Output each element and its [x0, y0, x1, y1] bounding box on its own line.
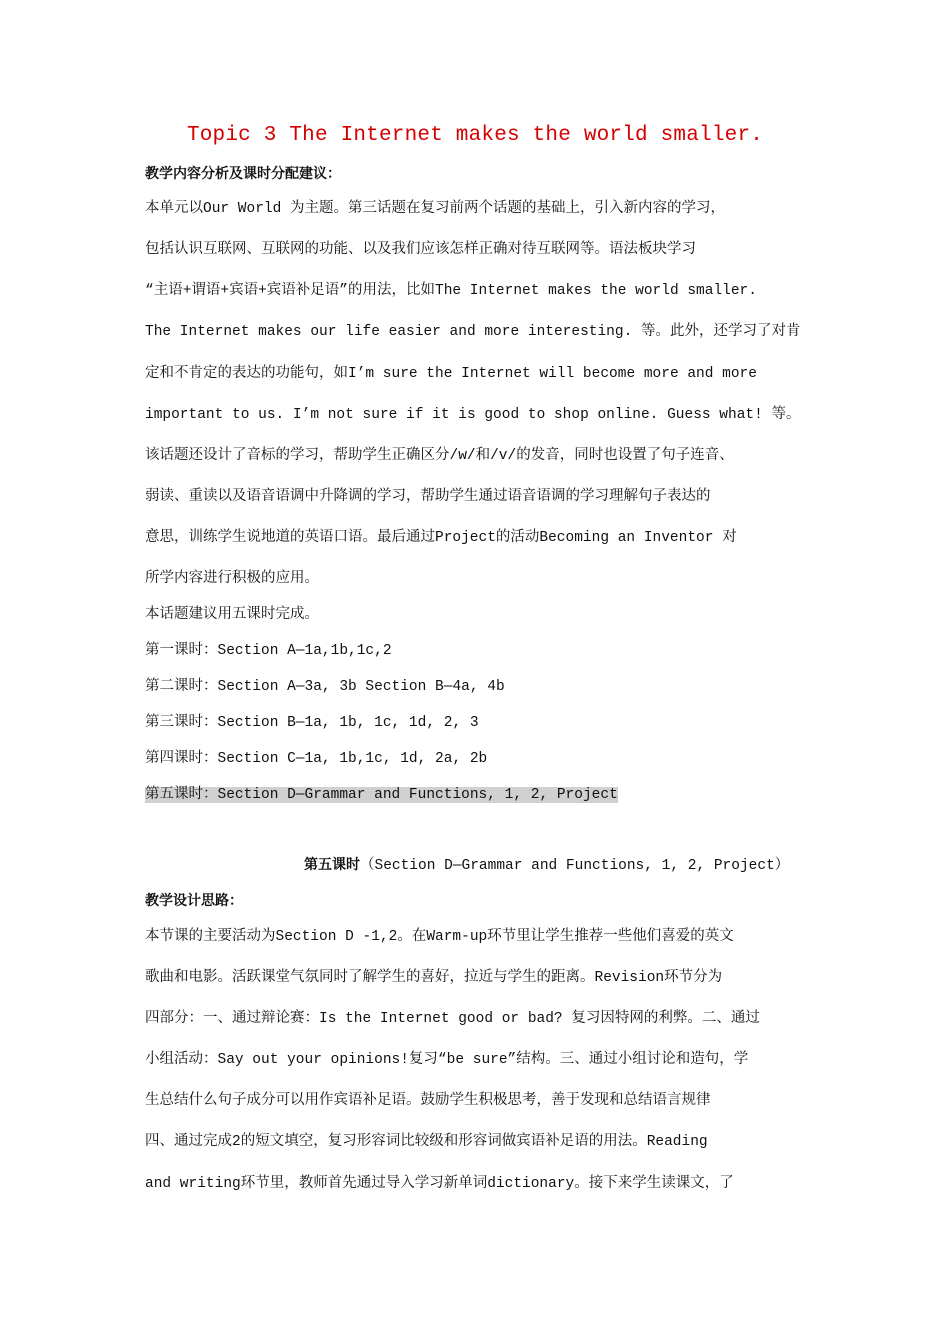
- paragraph-line: 生总结什么句子成分可以用作宾语补足语。鼓励学生积极思考，善于发现和总结语言规律: [145, 1093, 711, 1109]
- paragraph-line: 本单元以Our World 为主题。第三话题在复习前两个话题的基础上，引入新内容的学习，: [145, 201, 726, 217]
- lesson-item: 第三课时：Section B—1a, 1b, 1c, 1d, 2, 3: [145, 715, 479, 731]
- paragraph-line: 小组活动：Say out your opinions!复习“be sure”结构。三、通过小组讨论和造句，学: [145, 1052, 749, 1068]
- document-title: Topic 3 The Internet makes the world smaller.: [186, 124, 764, 147]
- paragraph-line: 定和不肯定的表达的功能句，如I’m sure the Internet will become more and more: [145, 366, 757, 382]
- lesson-item: 第二课时：Section A—3a, 3b Section B—4a, 4b: [145, 679, 505, 695]
- paragraph-line: “主语+谓语+宾语+宾语补足语”的用法，比如The Internet makes the world smaller.: [145, 283, 757, 299]
- paragraph-line: 弱读、重读以及语音语调中升降调的学习，帮助学生通过语音语调的学习理解句子表达的: [145, 489, 711, 505]
- section-heading-analysis: 教学内容分析及课时分配建议：: [145, 166, 341, 182]
- lesson5-heading-bold: 第五课时: [304, 857, 360, 873]
- paragraph-line: 四、通过完成2的短文填空，复习形容词比较级和形容词做宾语补足语的用法。Reading: [145, 1134, 708, 1150]
- lesson-item: 第四课时：Section C—1a, 1b,1c, 1d, 2a, 2b: [145, 751, 488, 767]
- paragraph-line: 本节课的主要活动为Section D -1,2。在Warm-up环节里让学生推荐一些他们喜爱的英文: [145, 929, 734, 945]
- paragraph-line: 四部分：一、通过辩论赛：Is the Internet good or bad? 复习因特网的利弊。二、通过: [145, 1011, 760, 1027]
- lesson5-heading: [304, 855, 789, 876]
- section-heading-design: 教学设计思路：: [145, 893, 243, 909]
- paragraph-line: important to us. I’m not sure if it is good to shop online. Guess what! 等。: [145, 407, 801, 423]
- lesson-item: 第一课时：Section A—1a,1b,1c,2: [145, 643, 392, 659]
- paragraph-line: and writing环节里，教师首先通过导入学习新单词dictionary。接下来学生读课文，了: [145, 1176, 734, 1192]
- lesson-count-suggestion: 本话题建议用五课时完成。: [145, 607, 319, 623]
- paragraph-line: The Internet makes our life easier and more interesting. 等。此外，还学习了对肯: [145, 324, 801, 340]
- highlighted-text: 第五课时：Section D—Grammar and Functions, 1, 2, Project: [145, 787, 618, 803]
- lesson5-heading-rest: （Section D—Grammar and Functions, 1, 2, Project）: [360, 858, 790, 874]
- paragraph-line: 所学内容进行积极的应用。: [145, 571, 319, 587]
- paragraph-line: 包括认识互联网、互联网的功能、以及我们应该怎样正确对待互联网等。语法板块学习: [145, 242, 696, 258]
- paragraph-line: 意思，训练学生说地道的英语口语。最后通过Project的活动Becoming an Inventor 对: [145, 530, 737, 546]
- paragraph-line: 该话题还设计了音标的学习，帮助学生正确区分/w/和/v/的发音，同时也设置了句子连音、: [145, 448, 734, 464]
- lesson-item-highlighted: [145, 785, 618, 805]
- paragraph-line: 歌曲和电影。活跃课堂气氛同时了解学生的喜好，拉近与学生的距离。Revision环节分为: [145, 970, 723, 986]
